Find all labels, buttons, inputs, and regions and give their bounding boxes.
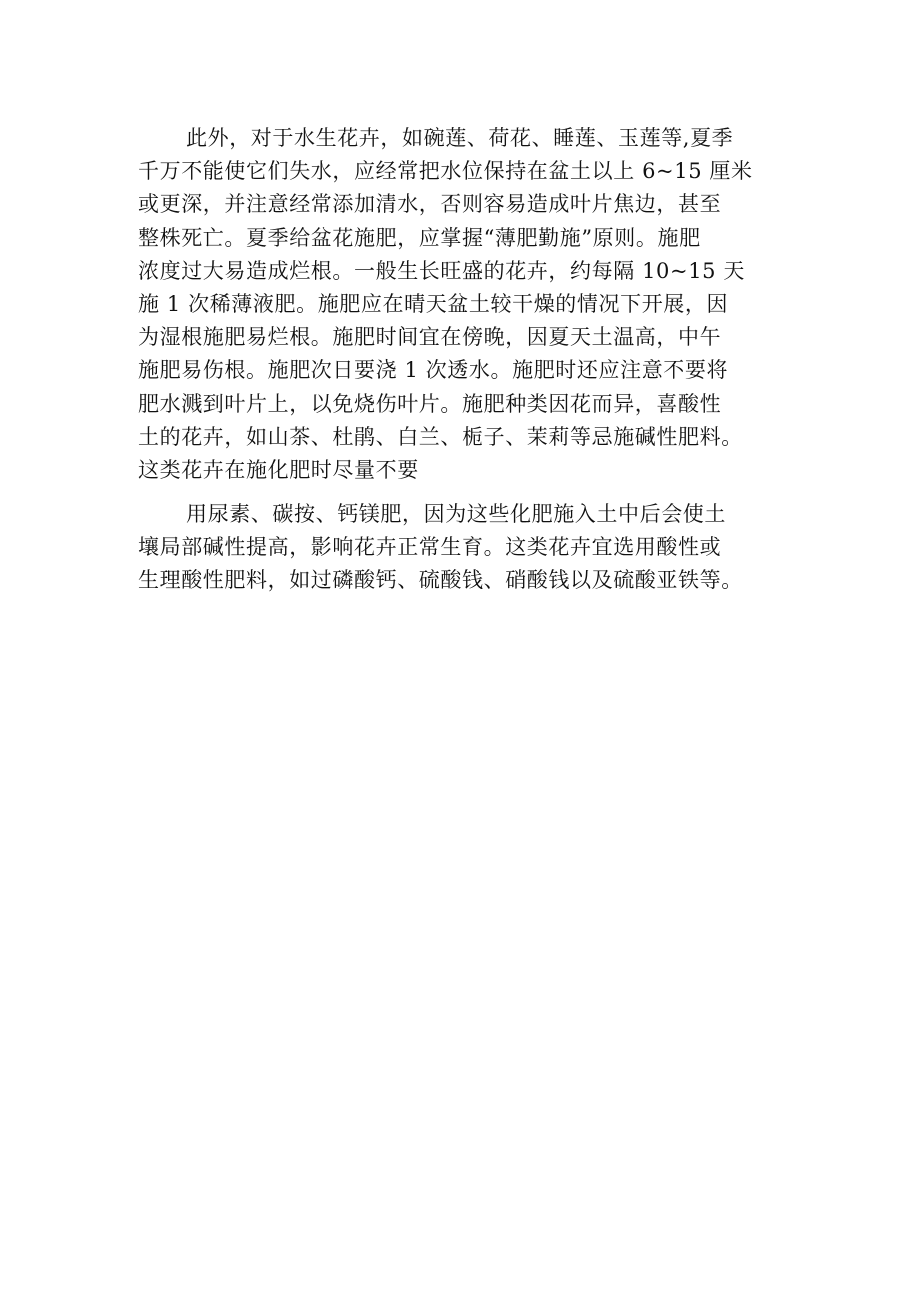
text-line: 浓度过大易造成烂根。一般生长旺盛的花卉，约每隔 10~15 天 xyxy=(138,258,745,283)
text-line: 施 1 次稀薄液肥。施肥应在晴天盆土较干燥的情况下开展，因 xyxy=(138,291,729,316)
text-line: 用尿素、碳按、钙镁肥，因为这些化肥施入土中后会使土 xyxy=(186,502,726,527)
text-line: 此外，对于水生花卉，如碗莲、荷花、睡莲、玉莲等,夏季 xyxy=(186,126,734,150)
text-line: 为湿根施肥易烂根。施肥时间宜在傍晚，因夏天土温高，中午 xyxy=(138,325,722,350)
paragraph-2 xyxy=(138,498,786,598)
paragraph-1 xyxy=(138,122,786,487)
text-line: 土的花卉，如山茶、杜鹃、白兰、栀子、茉莉等忌施碱性肥料。 xyxy=(138,424,743,449)
document-body xyxy=(138,122,786,598)
text-line: 施肥易伤根。施肥次日要浇 1 次透水。施肥时还应注意不要将 xyxy=(138,358,729,383)
text-line: 这类花卉在施化肥时尽量不要 xyxy=(138,457,419,482)
text-line: 肥水溅到叶片上，以免烧伤叶片。施肥种类因花而异，喜酸性 xyxy=(138,391,722,416)
text-line: 生理酸性肥料，如过磷酸钙、硫酸钱、硝酸钱以及硫酸亚铁等。 xyxy=(138,568,743,593)
text-line: 千万不能使它们失水，应经常把水位保持在盆土以上 6~15 厘米 xyxy=(138,159,753,184)
text-line: 整株死亡。夏季给盆花施肥，应掌握“薄肥勤施”原则。施肥 xyxy=(138,225,701,250)
text-line: 壤局部碱性提高，影响花卉正常生育。这类花卉宜选用酸性或 xyxy=(138,535,722,560)
text-line: 或更深，并注意经常添加清水，否则容易造成叶片焦边，甚至 xyxy=(138,192,722,217)
